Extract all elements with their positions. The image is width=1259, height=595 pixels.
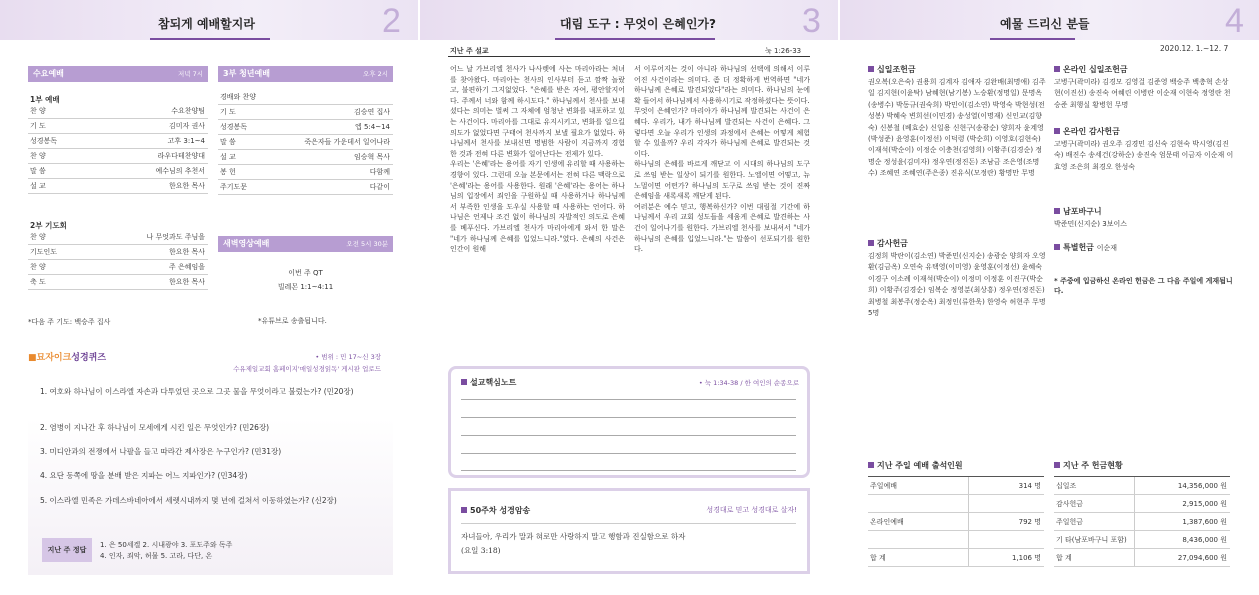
south-basket-names: 박준민(신지순) 3보이스: [1054, 220, 1127, 228]
page3-title: 대림 도구 : 무엇이 은혜인가?: [560, 17, 716, 31]
square-icon: [868, 462, 874, 468]
column-divider: [968, 549, 969, 566]
special-offering-label: 특별헌금 이순재: [1054, 242, 1234, 253]
online-tithe-label: 온라인 십일조헌금: [1054, 64, 1234, 75]
online-tithe-section: [1054, 64, 1234, 111]
bible-quiz: [28, 350, 393, 575]
row-label: 감사헌금: [1056, 500, 1084, 508]
row-value: 27,094,600 원: [1177, 554, 1227, 562]
square-icon: [461, 507, 467, 513]
special-offering-section: [1054, 242, 1234, 253]
page3-title-underline: [555, 38, 715, 40]
dawn-service-header: 새벽영상예배 오전 5시 30분: [218, 236, 393, 252]
table-row: [28, 179, 208, 194]
page2-title-underline: [150, 38, 270, 40]
table-row: [1054, 513, 1230, 531]
thanks-names: 김정희 박란이(김소연) 박준민(신지순) 송광순 양희자 오영환(김금옥) 오연숙 유택영(이미영) 윤영훈(이정선) 윤혜숙 이경구 이소례 이재석(박순이) 이정미 이정훈 이진구(박순희) 이황주(김경순) 임복순 정영분(최상흥) 정우연(정진돈) 최병철 최봉주(정순옥) 최정인(류한욱) 한영숙 허현주 무명5명: [868, 252, 1046, 318]
row-label: 합 계: [1056, 554, 1072, 562]
column-divider: [1134, 513, 1135, 530]
table-row: [868, 477, 1044, 495]
table-row: [218, 120, 393, 135]
row-value: 8,436,000 원: [1182, 536, 1227, 544]
youth-service-header: 3부 청년예배 오후 2시: [218, 66, 393, 82]
attendance-section: [868, 460, 1044, 562]
sermon-column-2: 서 이루어지는 것이 아니라 하나님의 선택에 의해서 이루어진 사건이라는 의미다. 좀 더 정확하게 번역하면 "네가 하나님께 은혜로 발견되었다"라는 의미다. 하나님의 눈에 확 들어서 하나님께서 사용하시기로 작정하셨다는 뜻이다. 무엇이 은혜인가? 마리아가 하나님께 발견되는 사건이 은혜다. 우리가, 내가 하나님께 발견되는 사건이 은혜다. 그렇다면 오늘 우리가 인생의 과정에서 은혜는 어떻게 체험할 수 있을까? 우리 각자가 하나님께 은혜로 발견되는 것이다. 하나님의 은혜를 바르게 깨닫고 이 시대의 하나님의 도구로 쓰임 받는 일상이 되기를 원한다. 노엘이면 어떻고, 뉴노멀이면 어떤가? 하나님의 도구로 쓰임 받는 것이 진짜 은혜임을 새록새록 깨닫게 된다. 여러분은 예수 믿고, 행복하신가? 이번 대림절 기간에 하나님께서 우리 교회 성도들을 세움게 은혜로 발견하는 사건이 일어나기를 원한다. 가브리엘 천사를 보내셔서 "네가 하나님의 은혜를 입었느니라."는 말씀이 선포되기를 원한다.: [634, 65, 810, 254]
wednesday-next-prayer: *다음 주 기도: 백승주 집사: [28, 318, 111, 326]
row-label: 찬 양: [30, 152, 46, 160]
square-icon: [1054, 208, 1060, 214]
memory-verse-box: [448, 488, 810, 574]
row-label: 주일헌금: [1056, 518, 1084, 526]
table-row: [218, 180, 393, 195]
row-value: 1,387,600 원: [1182, 518, 1227, 526]
quiz-question-5: 5. 이스라엘 민족은 가데스바네아에서 세렛시내까지 몇 년에 걸쳐서 이동하였는가? (신2장): [40, 496, 337, 505]
row-value: 죽은자들 가운데서 일어나라: [304, 138, 390, 146]
row-value: 2,915,000 원: [1182, 500, 1227, 508]
table-row: [28, 104, 208, 119]
attendance-table: [868, 476, 1044, 562]
table-row: [28, 260, 208, 275]
table-row: [28, 119, 208, 134]
note-line: [461, 435, 796, 436]
table-row: [218, 135, 393, 150]
sermon-column-1: 어느 날 가브리엘 천사가 나사렛에 사는 마리아라는 처녀를 찾아왔다. 마리아는 천사의 인사부터 듣고 깜짝 놀랐고, 불편하기 그지없었다. "은혜를 받은 자여, 평안할지어다. 주께서 너와 함께 하시도다." 하나님께서 천사를 보내셨다는 의미는 벌써 그 자체에 엄청난 변화를 내포하고 있는 사건이다. 마리아를 그대로 유지시키고, 변화를 일으킬 의도가 없었다면 구태여 천사까지 보낼 필요가 없었다. 하나님께서 천사를 보내신면 명범한 사람이 지금까지 경험한 것과 전혀 다른 변화가 일어난다는 전제가 있다. 우리는 '은혜'라는 용어를 자기 인생에 유리할 때 사용하는 경향이 있다. 그런데 오늘 본문에서는 전혀 다른 맥락으로 '은혜'라는 용어를 사용한다. 원래 '은혜'라는 용어는 하나님의 입장에서 죄인을 구원하실 때 사용하거나 하나님께서 부족한 인생을 도우실 사용할 때 사용하는 언어다. 하나님은 언제나 조건 없이 하나님의 자발적인 의도로 은혜를 베푸신다. 가브리엘 천사가 마리아에게 와서 한 말은 "네가 하나님께 은혜를 입었느니라."였다. 은혜의 사건은 인간이 원해: [450, 65, 625, 254]
quiz-question-4: 4. 요단 동쪽에 땅을 분배 받은 지파는 어느 지파인가? (민34장): [40, 471, 248, 480]
table-row: [1054, 549, 1230, 567]
giving-table: [1054, 476, 1230, 562]
thanks-section: [868, 238, 1048, 319]
column-divider: [968, 477, 969, 494]
row-label: 찬 양: [30, 233, 46, 241]
table-row: [868, 495, 1044, 513]
wednesday-part2-rows: [28, 230, 208, 290]
offering-date-range: 2020.12. 1.~12. 7: [1160, 44, 1229, 53]
row-value: 주 은혜임을: [168, 263, 205, 271]
memory-verse-text: 자녀들아, 우리가 말과 혀로만 사랑하지 말고 행함과 진실함으로 하자: [461, 532, 686, 541]
sermon-divider: [448, 56, 810, 57]
note-line: [461, 453, 796, 454]
quiz-answer-line-2: 4. 인자, 죄악, 허물 5. 고라, 다단, 온: [100, 552, 213, 560]
square-icon: [1054, 128, 1060, 134]
square-icon: [1054, 462, 1060, 468]
tithe-section: [868, 64, 1048, 180]
note-line: [461, 417, 796, 418]
column-divider: [1134, 531, 1135, 548]
dawn-qt-passage: 빌레몬 1:1~4:11: [277, 283, 334, 291]
sermon-notes-box: [448, 366, 810, 478]
page2-title: 참되게 예배할지라: [158, 17, 255, 31]
table-row: [218, 90, 393, 105]
square-icon: [1054, 244, 1060, 250]
row-label: 십일조: [1056, 482, 1077, 490]
row-label: 성경봉독: [30, 137, 58, 145]
quiz-question-2: 2. 염병이 지나간 후 하나님이 모세에게 시킨 일은 무엇인가? (민26장): [40, 423, 270, 432]
row-value: 라우다테찬양대: [157, 152, 205, 160]
row-value: 다같이: [369, 183, 390, 191]
memory-verse-reference: (요일 3:18): [461, 546, 501, 555]
square-icon: [868, 240, 874, 246]
row-label: 설 교: [30, 182, 46, 190]
online-thanks-names: 고병구(곽미라) 권오주 김경민 김신숙 김현숙 박시영(김진숙) 배진수 송세건(강하순) 송진숙 엄문태 이금자 이순재 이효영 조은희 최경오 한성숙: [1054, 140, 1234, 171]
dawn-youtube-note: *유튜브로 송출됩니다.: [258, 317, 327, 325]
row-label: 성경봉독: [220, 123, 248, 131]
row-value: 다함께: [369, 168, 390, 176]
table-row: [28, 134, 208, 149]
row-label: 기 타(남포바구니 포함): [1056, 536, 1127, 544]
table-row: [218, 165, 393, 180]
dawn-qt-label: 이번 주 QT: [288, 269, 323, 277]
row-label: 온라인예배: [870, 518, 904, 526]
quiz-answer-box: [42, 538, 382, 562]
online-offering-note: * 주중에 입금하신 온라인 헌금은 그 다음 주일에 게재됩니다.: [1054, 277, 1233, 295]
youth-service-rows: [218, 90, 393, 195]
row-value: 한요한 목사: [168, 278, 205, 286]
row-label: 기도인도: [30, 248, 58, 256]
row-label: 합 계: [870, 554, 886, 562]
row-value: 1,106 명: [1011, 554, 1041, 562]
row-label: 주일예배: [870, 482, 898, 490]
table-row: [1054, 531, 1230, 549]
row-label: 기 도: [30, 122, 46, 130]
table-row: [28, 275, 208, 290]
column-divider: [968, 495, 969, 512]
wednesday-part2-heading: 2부 기도회: [30, 221, 67, 230]
tithe-names: 권오복(오은숙) 권용희 김계자 김애자 김완배(최명애) 김주일 김지현(이윤탁) 남혜현(남기봉) 노승환(정명일) 문명옥(송병수) 박동규(권숙희) 박민이(김소연) 박영숙 박현성(전성봉) 박혜숙 변희선(이민경) 송성열(이명재) 신인교(김향숙) 신봉철 (베효순) 신일용 신현구(송광순) 양희자 윤계영(박성준) 윤영훈(이정선) 이덕령 (박순희) 이영호(김현숙) 이재석(박순이) 이정순 이충천(김영희) 이황주(김경순) 정명순 정성윤(김미자) 정우연(정진돈) 조남금 조은영(조명수) 조혜연 조혜연(주은종) 진유식(모정란) 황명만 무명: [868, 78, 1046, 178]
column-divider: [1134, 477, 1135, 494]
row-value: 김미자 권사: [168, 122, 205, 130]
row-value: 14,356,000 원: [1177, 482, 1227, 490]
table-row: [1054, 477, 1230, 495]
page3-number: 3: [802, 2, 821, 40]
page2-number: 2: [382, 2, 401, 40]
memory-verse-divider: [461, 523, 796, 524]
sermon-label: 지난 주 설교: [450, 47, 489, 55]
quiz-question-3: 3. 미디안과의 전쟁에서 나팔을 들고 따라간 제사장은 누구인가? (민31장): [40, 447, 282, 456]
column-divider: [968, 513, 969, 530]
quiz-heading: ■묘자이크성경퀴즈: [28, 353, 107, 363]
table-row: [868, 513, 1044, 531]
south-basket-label: 남포바구니: [1054, 206, 1234, 217]
note-line: [461, 399, 796, 400]
table-row: [218, 150, 393, 165]
row-value: 한요한 목사: [168, 182, 205, 190]
sermon-reference: 눅 1:26-33: [765, 47, 802, 55]
note-line: [461, 470, 796, 471]
table-row: [1054, 495, 1230, 513]
square-icon: [868, 66, 874, 72]
sermon-notes-reference: • 눅 1:34-38 / 한 여인의 순종으로: [698, 379, 799, 387]
row-value: 엡 5:4~14: [354, 123, 390, 131]
row-value: 나 무엇과도 주님을: [146, 233, 205, 241]
dawn-service-box: [218, 236, 393, 326]
tithe-label: 십일조헌금: [868, 64, 1048, 75]
row-value: 314 명: [1018, 482, 1041, 490]
table-row: [868, 531, 1044, 549]
row-value: 예수님의 추천서: [155, 167, 205, 175]
youth-service-box: [218, 66, 393, 191]
row-label: 설 교: [220, 153, 236, 161]
quiz-source: 수유제일교회 홈페이지'매일성경읽독' 게시판 업로드: [233, 365, 381, 373]
quiz-range: • 범위 : 민 17~신 3장: [315, 353, 381, 361]
thanks-label: 감사헌금: [868, 238, 1048, 249]
wednesday-part1-heading: 1부 예배: [30, 95, 60, 104]
page2-header: [0, 0, 418, 40]
row-label: 찬 양: [30, 107, 46, 115]
row-label: 기 도: [220, 108, 236, 116]
page4-title-underline: [990, 38, 1075, 40]
row-value: 792 명: [1018, 518, 1041, 526]
table-row: [868, 549, 1044, 567]
table-row: [28, 245, 208, 260]
page4-title: 예물 드리신 분들: [1000, 17, 1090, 31]
row-label: 말 씀: [220, 138, 236, 146]
wednesday-service-header: 수요예배 저녁 7시: [28, 66, 208, 82]
quiz-answer-line-1: 1. 은 50세겔 2. 시내광야 3. 포도주와 독주: [100, 541, 233, 549]
page3-header: [420, 0, 838, 40]
memory-verse-label: 50주차 성경암송: [461, 505, 530, 516]
row-label: 주기도문: [220, 183, 248, 191]
wednesday-service-box: [28, 66, 208, 326]
page4-number: 4: [1225, 2, 1244, 40]
table-row: [28, 164, 208, 179]
online-thanks-label: 온라인 감사헌금: [1054, 126, 1234, 137]
square-icon: [461, 379, 467, 385]
column-divider: [968, 531, 969, 548]
quiz-answer-label: 지난 주 정답: [42, 538, 92, 562]
column-divider: [1134, 495, 1135, 512]
table-row: [28, 149, 208, 164]
row-label: 찬 양: [30, 263, 46, 271]
sermon-notes-label: 설교핵심노트: [461, 377, 516, 388]
page4-header: [840, 0, 1259, 40]
square-icon: [1054, 66, 1060, 72]
row-value: 수요찬양팀: [171, 107, 205, 115]
attendance-label: 지난 주일 예배 출석인원: [868, 460, 1044, 471]
table-row: [218, 105, 393, 120]
row-value: 한요한 목사: [168, 248, 205, 256]
online-tithe-names: 고병구(곽미라) 김경모 김영걸 김준영 백승주 백층혁 손상현(이진선) 송진숙 여혜린 이병란 이순재 이현숙 정영란 천승준 최행실 황병헌 무명: [1054, 78, 1231, 109]
row-value: 임승혁 목사: [353, 153, 390, 161]
column-divider: [1134, 549, 1135, 566]
online-thanks-section: [1054, 126, 1234, 173]
row-label: 봉 헌: [220, 168, 236, 176]
row-value: 고후 3:1~4: [167, 137, 205, 145]
row-label: 경배와 찬양: [220, 93, 257, 101]
giving-section: [1054, 460, 1230, 562]
south-basket-section: [1054, 206, 1234, 230]
table-row: [28, 230, 208, 245]
wednesday-part1-rows: [28, 104, 208, 194]
quiz-question-1: 1. 여호와 하나님이 이스라엘 자손과 다투었던 곳으로 그곳 물을 무엇이라고 불렀는가? (민20장): [40, 387, 354, 396]
row-label: 축 도: [30, 278, 46, 286]
row-value: 김승연 집사: [353, 108, 390, 116]
row-label: 말 씀: [30, 167, 46, 175]
giving-label: 지난 주 헌금현황: [1054, 460, 1230, 471]
memory-verse-tag: 성경대로 믿고 성경대로 살자!: [706, 506, 797, 514]
